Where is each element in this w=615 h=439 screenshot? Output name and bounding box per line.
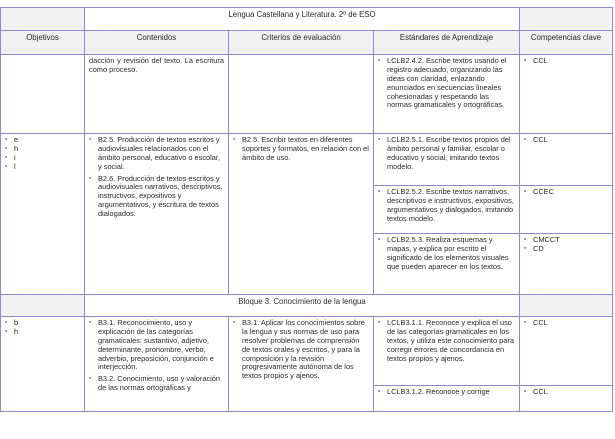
curriculum-table xyxy=(0,7,613,412)
criterios-cell xyxy=(229,134,374,295)
criterio-item: ▪ B2.5. Escribir textos en diferentes soportes y formatos, en relación con el ámbito de uso. xyxy=(233,136,369,163)
competencias-cell xyxy=(520,234,613,295)
estandar-item: ▪ LCLB2.5.1. Escribe textos propios del ámbito personal y familiar, escolar o educativo y social, imitando textos modelo. xyxy=(378,136,515,172)
header-estandares: Estándares de Aprendizaje xyxy=(374,31,520,55)
contenidos-cell xyxy=(85,134,229,295)
header-competencias: Competencias clave xyxy=(520,31,613,55)
section-blank-cell-right xyxy=(520,295,613,317)
table-row xyxy=(1,317,613,386)
contenido-item: ▪ B3.1. Reconocimiento, uso y explicación de las categorías gramaticales: sustantivo, adjetivo, determinante, pronombre, verbo, adverbio, preposición, conjunción e interjección. xyxy=(89,319,224,372)
competencia-item: ▪ CCEC xyxy=(524,188,608,197)
estandares-cell xyxy=(374,234,520,295)
contenido-item: ▪ B2.6. Producción de textos escritos y audiovisuales narrativos, descriptivos, instructivos, expositivos y argumentativos, y escritura de textos dialogados. xyxy=(89,175,224,219)
objetivo-item: ▪ h xyxy=(5,328,80,337)
competencias-cell xyxy=(520,186,613,234)
competencias-cell xyxy=(520,55,613,134)
header-row xyxy=(1,31,613,55)
competencia-item: ▪ CCL xyxy=(524,388,608,397)
section-row xyxy=(1,295,613,317)
objetivo-item: ▪ b xyxy=(5,319,80,328)
estandar-item: ▪ LCLB3.1.2. Reconoce y corrige xyxy=(378,388,515,397)
criterio-item: ▪ B3.1. Aplicar los conocimientos sobre la lengua y sus normas de uso para resolver problemas de comprensión de textos orales y escritos, y para la composición y la revisión progresivamente autónoma de los textos propios y ajenos. xyxy=(233,319,369,381)
estandares-cell xyxy=(374,186,520,234)
competencias-cell xyxy=(520,386,613,412)
estandar-item: ▪ LCLB2.5.2. Escribe textos narrativos, descriptivos e instructivos, expositivos, argumentativos y dialogados, imitando textos modelo. xyxy=(378,188,515,224)
header-objetivos: Objetivos xyxy=(1,31,85,55)
criterios-cell xyxy=(229,317,374,412)
competencias-cell xyxy=(520,317,613,386)
estandar-item: ▪ LCLB2.4.2. Escribe textos usando el registro adecuado, organizando las ideas con claridad, enlazando enunciados en secuencias lineales cohesionadas y respetando las normas gramaticales y ortográficas. xyxy=(378,57,515,110)
estandar-item: ▪ LCLB2.5.3. Realiza esquemas y mapas, y explica por escrito el significado de los elementos visuales que pueden aparecer en los textos. xyxy=(378,236,515,272)
table-row xyxy=(1,55,613,134)
competencias-cell xyxy=(520,134,613,186)
estandares-cell xyxy=(374,134,520,186)
estandares-cell xyxy=(374,317,520,386)
section-blank-cell xyxy=(1,295,85,317)
contenido-item: ▪ B2.5. Producción de textos escritos y audiovisuales relacionados con el ámbito personal, educativo o escolar, y social. xyxy=(89,136,224,172)
contenido-item: ▪ B3.2. Conocimiento, uso y valoración de las normas ortográficas y xyxy=(89,375,224,393)
competencia-item: ▪ CMCCT xyxy=(524,236,608,245)
objetivos-cell xyxy=(1,317,85,412)
header-contenidos: Contenidos xyxy=(85,31,229,55)
objetivo-item: ▪ h xyxy=(5,145,80,154)
competencia-item: ▪ CCL xyxy=(524,57,608,66)
table-title: Lengua Castellana y Literatura. 2º de ESO xyxy=(85,8,520,31)
objetivo-item: ▪ e xyxy=(5,136,80,145)
estandares-cell xyxy=(374,386,520,412)
title-blank-cell xyxy=(1,8,85,31)
objetivos-cell xyxy=(1,134,85,295)
competencia-item: ▪ CCL xyxy=(524,319,608,328)
objetivo-item: ▪ i xyxy=(5,154,80,163)
section-title: Bloque 3. Conocimiento de la lengua xyxy=(85,295,520,317)
estandares-cell xyxy=(374,55,520,134)
objetivo-item: ▪ l xyxy=(5,163,80,172)
table-row xyxy=(1,134,613,186)
objetivos-cell xyxy=(1,55,85,134)
competencia-item: ▪ CD xyxy=(524,245,608,254)
criterios-cell xyxy=(229,55,374,134)
estandar-item: ▪ LCLB3.1.1. Reconoce y explica el uso de las categorías gramaticales en los textos, y utiliza este conocimiento para corregir errores de concordancia en textos propios y ajenos. xyxy=(378,319,515,363)
title-row xyxy=(1,8,613,31)
title-blank-cell-right xyxy=(520,8,613,31)
contenidos-cell xyxy=(85,317,229,412)
contenidos-cell: dacción y revisión del texto. La escritura como proceso. xyxy=(85,55,229,134)
competencia-item: ▪ CCL xyxy=(524,136,608,145)
header-criterios: Criterios de evaluación xyxy=(229,31,374,55)
